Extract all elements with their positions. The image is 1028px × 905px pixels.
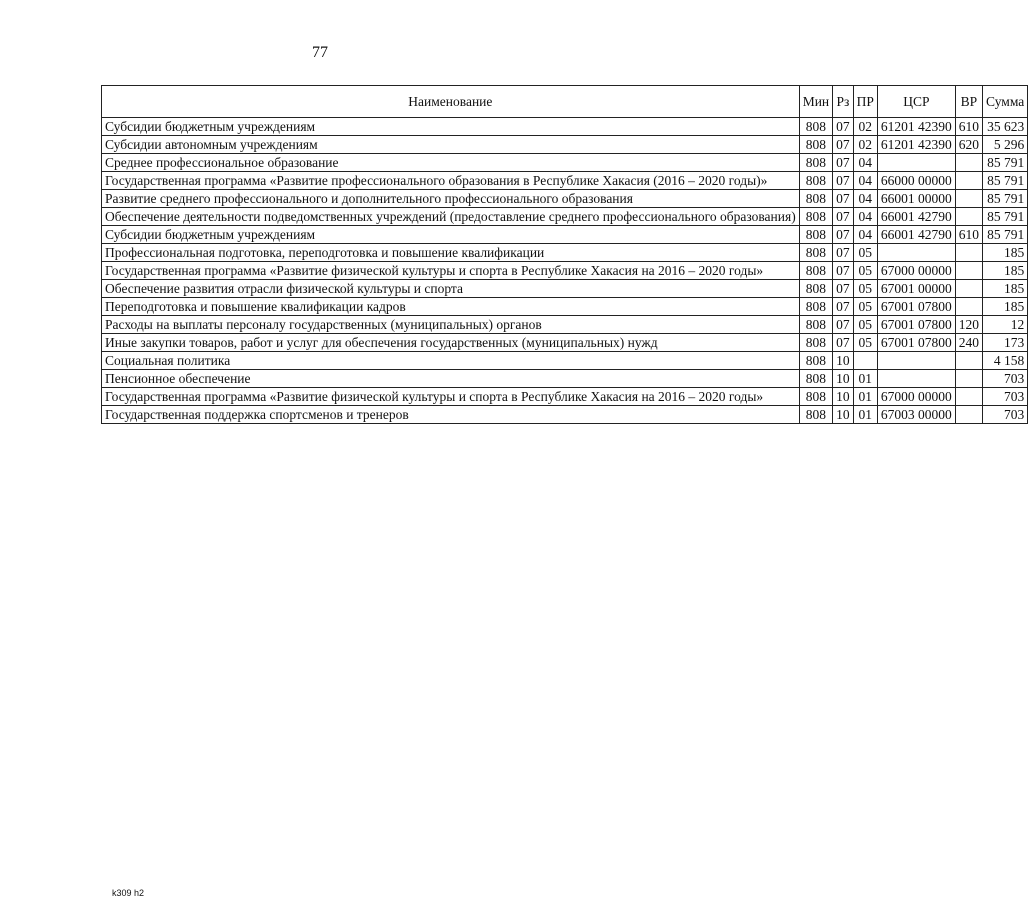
- header-min: Мин: [799, 86, 832, 118]
- cell-sum: 185: [983, 280, 1028, 298]
- table-row: [102, 280, 1028, 298]
- cell-name: Государственная программа «Развитие физической культуры и спорта в Республике Хакасия на 2016 – 2020 годы»: [102, 262, 800, 280]
- cell-sum: 12: [983, 316, 1028, 334]
- cell-vr: [955, 280, 982, 298]
- cell-rz: 10: [833, 352, 854, 370]
- table-row: [102, 406, 1028, 424]
- cell-sum: 85 791: [983, 172, 1028, 190]
- cell-vr: [955, 262, 982, 280]
- cell-name: Пенсионное обеспечение: [102, 370, 800, 388]
- cell-name: Обеспечение развития отрасли физической культуры и спорта: [102, 280, 800, 298]
- cell-name: Государственная программа «Развитие профессионального образования в Республике Хакасия (2016 – 2020 годы)»: [102, 172, 800, 190]
- table-row: [102, 154, 1028, 172]
- cell-sum: 703: [983, 370, 1028, 388]
- cell-vr: 610: [955, 226, 982, 244]
- cell-min: 808: [799, 334, 832, 352]
- cell-sum: 703: [983, 406, 1028, 424]
- cell-csr: [877, 352, 955, 370]
- cell-name: Расходы на выплаты персоналу государственных (муниципальных) органов: [102, 316, 800, 334]
- table-row: [102, 334, 1028, 352]
- cell-name: Государственная поддержка спортсменов и тренеров: [102, 406, 800, 424]
- cell-sum: 703: [983, 388, 1028, 406]
- cell-min: 808: [799, 244, 832, 262]
- cell-name: Среднее профессиональное образование: [102, 154, 800, 172]
- cell-vr: [955, 406, 982, 424]
- cell-vr: [955, 370, 982, 388]
- cell-pr: 05: [853, 280, 877, 298]
- cell-pr: 05: [853, 298, 877, 316]
- cell-sum: 5 296: [983, 136, 1028, 154]
- table-row: [102, 244, 1028, 262]
- header-vr: ВР: [955, 86, 982, 118]
- cell-min: 808: [799, 118, 832, 136]
- header-sum: Сумма: [983, 86, 1028, 118]
- table-row: [102, 298, 1028, 316]
- cell-csr: 67000 00000: [877, 388, 955, 406]
- cell-rz: 07: [833, 334, 854, 352]
- cell-rz: 07: [833, 280, 854, 298]
- cell-csr: 67001 00000: [877, 280, 955, 298]
- cell-name: Субсидии бюджетным учреждениям: [102, 226, 800, 244]
- cell-rz: 07: [833, 262, 854, 280]
- cell-name: Профессиональная подготовка, переподготовка и повышение квалификации: [102, 244, 800, 262]
- cell-rz: 07: [833, 208, 854, 226]
- cell-min: 808: [799, 370, 832, 388]
- table-row: [102, 118, 1028, 136]
- cell-csr: [877, 370, 955, 388]
- cell-sum: 85 791: [983, 208, 1028, 226]
- cell-min: 808: [799, 316, 832, 334]
- cell-vr: 120: [955, 316, 982, 334]
- cell-min: 808: [799, 154, 832, 172]
- cell-csr: 67003 00000: [877, 406, 955, 424]
- cell-rz: 10: [833, 388, 854, 406]
- cell-name: Социальная политика: [102, 352, 800, 370]
- cell-name: Иные закупки товаров, работ и услуг для обеспечения государственных (муниципальных) нужд: [102, 334, 800, 352]
- header-pr: ПР: [853, 86, 877, 118]
- cell-sum: 85 791: [983, 226, 1028, 244]
- cell-vr: [955, 388, 982, 406]
- cell-csr: 66000 00000: [877, 172, 955, 190]
- cell-min: 808: [799, 352, 832, 370]
- table-row: [102, 370, 1028, 388]
- cell-sum: 4 158: [983, 352, 1028, 370]
- cell-min: 808: [799, 262, 832, 280]
- cell-sum: 185: [983, 298, 1028, 316]
- cell-name: Развитие среднего профессионального и дополнительного профессионального образования: [102, 190, 800, 208]
- cell-vr: 610: [955, 118, 982, 136]
- cell-pr: 04: [853, 190, 877, 208]
- cell-pr: 02: [853, 136, 877, 154]
- cell-csr: [877, 154, 955, 172]
- cell-rz: 07: [833, 118, 854, 136]
- cell-pr: 05: [853, 244, 877, 262]
- cell-name: Обеспечение деятельности подведомственных учреждений (предоставление среднего профессионального образования): [102, 208, 800, 226]
- table-row: [102, 352, 1028, 370]
- cell-min: 808: [799, 280, 832, 298]
- cell-sum: 35 623: [983, 118, 1028, 136]
- cell-pr: 04: [853, 172, 877, 190]
- cell-vr: 240: [955, 334, 982, 352]
- cell-rz: 07: [833, 172, 854, 190]
- cell-min: 808: [799, 208, 832, 226]
- cell-min: 808: [799, 226, 832, 244]
- cell-csr: 67001 07800: [877, 298, 955, 316]
- cell-vr: [955, 244, 982, 262]
- cell-rz: 07: [833, 190, 854, 208]
- cell-name: Переподготовка и повышение квалификации кадров: [102, 298, 800, 316]
- cell-vr: [955, 154, 982, 172]
- cell-csr: 66001 42790: [877, 208, 955, 226]
- cell-vr: [955, 352, 982, 370]
- cell-min: 808: [799, 136, 832, 154]
- cell-sum: 173: [983, 334, 1028, 352]
- budget-table: [101, 85, 1028, 424]
- cell-name: Субсидии бюджетным учреждениям: [102, 118, 800, 136]
- header-csr: ЦСР: [877, 86, 955, 118]
- cell-pr: 05: [853, 262, 877, 280]
- cell-rz: 07: [833, 316, 854, 334]
- table-row: [102, 316, 1028, 334]
- cell-min: 808: [799, 190, 832, 208]
- cell-pr: 04: [853, 154, 877, 172]
- cell-rz: 07: [833, 298, 854, 316]
- cell-csr: 66001 00000: [877, 190, 955, 208]
- cell-csr: 61201 42390: [877, 118, 955, 136]
- cell-min: 808: [799, 406, 832, 424]
- cell-rz: 07: [833, 226, 854, 244]
- table-row: [102, 226, 1028, 244]
- cell-pr: [853, 352, 877, 370]
- cell-pr: 01: [853, 406, 877, 424]
- table-header-row: [102, 86, 1028, 118]
- cell-name: Государственная программа «Развитие физической культуры и спорта в Республике Хакасия на 2016 – 2020 годы»: [102, 388, 800, 406]
- cell-csr: 67000 00000: [877, 262, 955, 280]
- cell-pr: 02: [853, 118, 877, 136]
- cell-sum: 185: [983, 244, 1028, 262]
- cell-rz: 10: [833, 406, 854, 424]
- cell-pr: 01: [853, 370, 877, 388]
- cell-vr: [955, 208, 982, 226]
- cell-rz: 07: [833, 154, 854, 172]
- table-row: [102, 388, 1028, 406]
- table-row: [102, 262, 1028, 280]
- cell-rz: 07: [833, 136, 854, 154]
- cell-pr: 04: [853, 208, 877, 226]
- cell-vr: [955, 298, 982, 316]
- cell-rz: 07: [833, 244, 854, 262]
- cell-pr: 05: [853, 334, 877, 352]
- cell-rz: 10: [833, 370, 854, 388]
- cell-csr: 66001 42790: [877, 226, 955, 244]
- cell-csr: 67001 07800: [877, 334, 955, 352]
- header-rz: Рз: [833, 86, 854, 118]
- cell-sum: 85 791: [983, 190, 1028, 208]
- cell-min: 808: [799, 388, 832, 406]
- cell-sum: 185: [983, 262, 1028, 280]
- table-row: [102, 136, 1028, 154]
- cell-csr: [877, 244, 955, 262]
- cell-min: 808: [799, 298, 832, 316]
- table-row: [102, 208, 1028, 226]
- cell-vr: 620: [955, 136, 982, 154]
- header-name: Наименование: [102, 86, 800, 118]
- cell-min: 808: [799, 172, 832, 190]
- cell-pr: 01: [853, 388, 877, 406]
- cell-sum: 85 791: [983, 154, 1028, 172]
- table-row: [102, 172, 1028, 190]
- cell-vr: [955, 172, 982, 190]
- table-row: [102, 190, 1028, 208]
- cell-vr: [955, 190, 982, 208]
- cell-name: Субсидии автономным учреждениям: [102, 136, 800, 154]
- cell-pr: 04: [853, 226, 877, 244]
- cell-csr: 61201 42390: [877, 136, 955, 154]
- cell-pr: 05: [853, 316, 877, 334]
- cell-csr: 67001 07800: [877, 316, 955, 334]
- page-number: 77: [312, 44, 328, 61]
- footer-code: k309 h2: [112, 888, 145, 898]
